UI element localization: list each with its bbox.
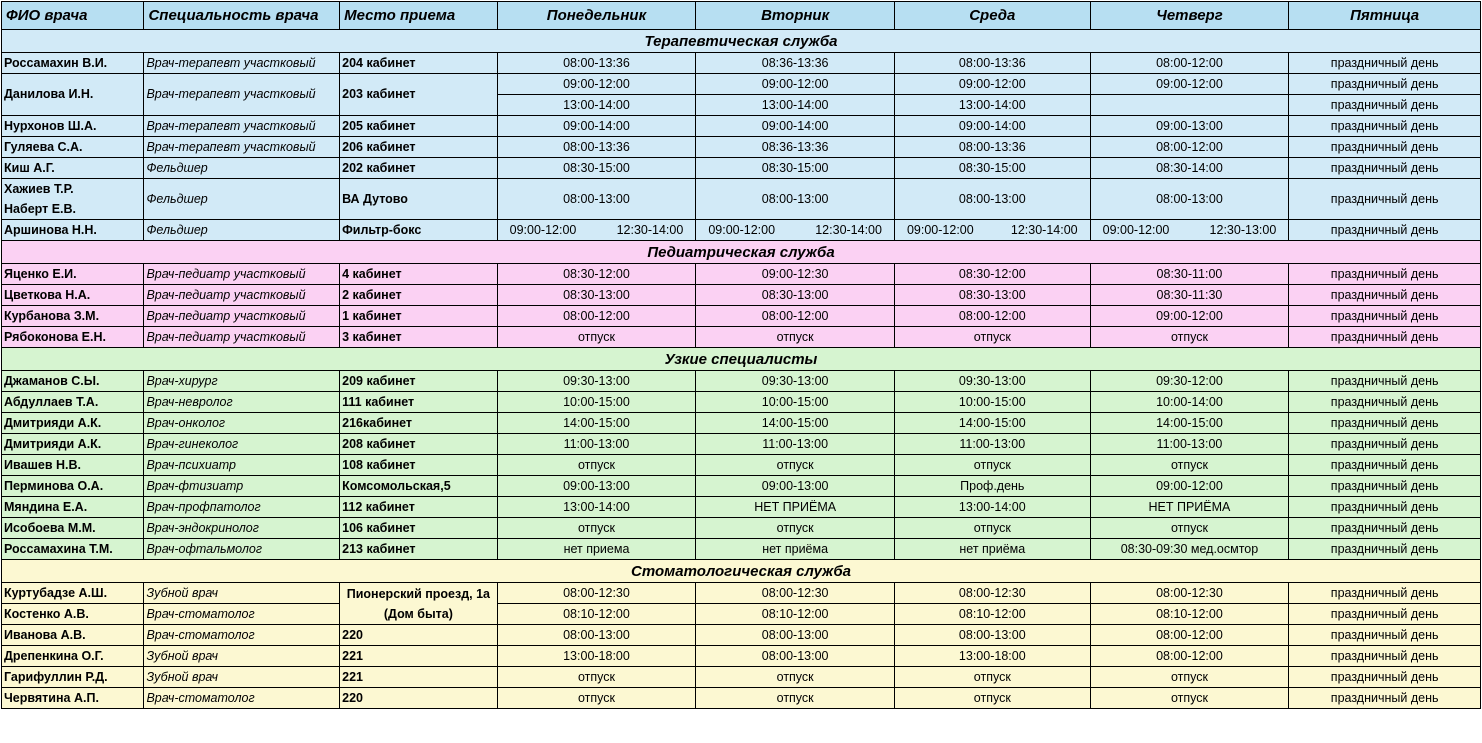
tuesday-cell: 08:30-13:00 <box>696 285 895 306</box>
thursday-cell: 09:00-12:00 <box>1090 74 1289 95</box>
wednesday-cell: 09:00-12:00 <box>894 74 1090 95</box>
header-friday: Пятница <box>1289 2 1481 30</box>
wednesday-cell: 08:00-13:00 <box>894 179 1090 220</box>
friday-cell: праздничный день <box>1289 74 1481 95</box>
table-row <box>2 264 1481 285</box>
monday-cell: отпуск <box>497 327 696 348</box>
friday-cell: праздничный день <box>1289 604 1481 625</box>
monday-cell: 09:00-13:00 <box>497 476 696 497</box>
thursday-cell: отпуск <box>1090 688 1289 709</box>
time-slot: 09:00-12:00 <box>708 222 776 237</box>
header-wednesday: Среда <box>894 2 1090 30</box>
time-slot: 09:00-12:00 <box>1102 222 1170 237</box>
tuesday-cell: отпуск <box>696 518 895 539</box>
wednesday-cell: 09:30-13:00 <box>894 371 1090 392</box>
monday-cell: 08:30-13:00 <box>497 285 696 306</box>
doctor-place: 205 кабинет <box>340 116 498 137</box>
doctor-specialty: Врач-фтизиатр <box>144 476 340 497</box>
wednesday-cell: 08:00-12:30 <box>894 583 1090 604</box>
thursday-cell: 08:30-09:30 мед.осмтор <box>1090 539 1289 560</box>
doctor-name: Червятина А.П. <box>2 688 144 709</box>
time-slot: 12:30-14:00 <box>815 222 882 237</box>
doctor-name: Костенко А.В. <box>2 604 144 625</box>
doctor-place: 111 кабинет <box>340 392 498 413</box>
doctor-name: Цветкова Н.А. <box>2 285 144 306</box>
tuesday-cell: 08:36-13:36 <box>696 137 895 158</box>
wednesday-cell: отпуск <box>894 455 1090 476</box>
friday-cell: праздничный день <box>1289 264 1481 285</box>
tuesday-cell: 09:00-13:00 <box>696 476 895 497</box>
section-title-specialists: Узкие специалисты <box>2 348 1481 371</box>
wednesday-cell: 08:00-12:00 <box>894 306 1090 327</box>
monday-cell: 10:00-15:00 <box>497 392 696 413</box>
doctor-place: Комсомольская,5 <box>340 476 498 497</box>
tuesday-cell: 09:00-12:30 <box>696 264 895 285</box>
thursday-cell: 08:00-12:00 <box>1090 137 1289 158</box>
monday-cell: отпуск <box>497 667 696 688</box>
doctor-place: 206 кабинет <box>340 137 498 158</box>
table-row <box>2 625 1481 646</box>
tuesday-cell: 09:00-12:00 <box>696 74 895 95</box>
tuesday-cell: 09:30-13:00 <box>696 371 895 392</box>
friday-cell: праздничный день <box>1289 539 1481 560</box>
table-row <box>2 74 1481 95</box>
doctor-place: 4 кабинет <box>340 264 498 285</box>
monday-cell: 14:00-15:00 <box>497 413 696 434</box>
doctor-specialty: Врач-терапевт участковый <box>144 116 340 137</box>
doctor-name: Аршинова Н.Н. <box>2 220 144 241</box>
doctor-name-first: Хажиев Т.Р. <box>4 182 74 196</box>
doctor-name: Дрепенкина О.Г. <box>2 646 144 667</box>
friday-cell: праздничный день <box>1289 688 1481 709</box>
section-row <box>2 30 1481 53</box>
wednesday-cell: 08:30-12:00 <box>894 264 1090 285</box>
friday-cell: праздничный день <box>1289 158 1481 179</box>
friday-cell: праздничный день <box>1289 53 1481 74</box>
doctor-specialty: Врач-эндокринолог <box>144 518 340 539</box>
doctor-name: Иванова А.В. <box>2 625 144 646</box>
doctor-place: 3 кабинет <box>340 327 498 348</box>
doctor-name: Нурхонов Ш.А. <box>2 116 144 137</box>
monday-cell: 08:00-13:00 <box>497 625 696 646</box>
doctor-specialty: Врач-невролог <box>144 392 340 413</box>
table-row <box>2 53 1481 74</box>
doctor-name: Киш А.Г. <box>2 158 144 179</box>
doctor-name: Яценко Е.И. <box>2 264 144 285</box>
wednesday-cell: отпуск <box>894 327 1090 348</box>
thursday-cell: 08:30-14:00 <box>1090 158 1289 179</box>
place-line-1: Пионерский проезд, 1а <box>346 586 491 601</box>
table-row <box>2 688 1481 709</box>
header-row <box>2 2 1481 30</box>
time-slot: 09:00-12:00 <box>509 222 577 237</box>
wednesday-cell: отпуск <box>894 688 1090 709</box>
table-row <box>2 434 1481 455</box>
table-row <box>2 327 1481 348</box>
doctor-place: 1 кабинет <box>340 306 498 327</box>
section-row <box>2 348 1481 371</box>
friday-cell: праздничный день <box>1289 306 1481 327</box>
doctor-specialty: Врач-терапевт участковый <box>144 53 340 74</box>
doctor-specialty: Врач-стоматолог <box>144 688 340 709</box>
thursday-cell: 08:00-12:00 <box>1090 53 1289 74</box>
doctor-place: 213 кабинет <box>340 539 498 560</box>
header-doctor-name: ФИО врача <box>2 2 144 30</box>
monday-cell: 13:00-14:00 <box>497 497 696 518</box>
doctor-name: Мяндина Е.А. <box>2 497 144 518</box>
doctor-specialty: Врач-офтальмолог <box>144 539 340 560</box>
time-slot: 12:30-14:00 <box>616 222 684 237</box>
tuesday-cell: 09:00-14:00 <box>696 116 895 137</box>
friday-cell: праздничный день <box>1289 646 1481 667</box>
header-monday: Понедельник <box>497 2 696 30</box>
tuesday-cell: отпуск <box>696 667 895 688</box>
doctor-place <box>340 583 498 625</box>
tuesday-cell: 08:00-12:30 <box>696 583 895 604</box>
tuesday-cell: отпуск <box>696 455 895 476</box>
friday-cell: праздничный день <box>1289 434 1481 455</box>
friday-cell: праздничный день <box>1289 392 1481 413</box>
thursday-cell: 08:00-12:00 <box>1090 646 1289 667</box>
wednesday-cell: 08:00-13:36 <box>894 137 1090 158</box>
schedule-table <box>1 1 1481 709</box>
table-row <box>2 285 1481 306</box>
doctor-name: Абдуллаев Т.А. <box>2 392 144 413</box>
doctor-specialty: Врач-профпатолог <box>144 497 340 518</box>
table-row <box>2 604 1481 625</box>
thursday-cell: 09:00-12:00 <box>1090 306 1289 327</box>
doctor-name: Ивашев Н.В. <box>2 455 144 476</box>
doctor-specialty: Врач-педиатр участковый <box>144 327 340 348</box>
wednesday-cell: 14:00-15:00 <box>894 413 1090 434</box>
wednesday-cell: 08:30-13:00 <box>894 285 1090 306</box>
place-line-2: (Дом быта) <box>383 606 453 621</box>
doctor-place: 204 кабинет <box>340 53 498 74</box>
doctor-name-second: Наберт Е.В. <box>4 202 77 216</box>
tuesday-cell: 11:00-13:00 <box>696 434 895 455</box>
wednesday-cell: 13:00-14:00 <box>894 95 1090 116</box>
friday-cell: праздничный день <box>1289 116 1481 137</box>
tuesday-cell: 08:00-13:00 <box>696 625 895 646</box>
friday-cell: праздничный день <box>1289 476 1481 497</box>
wednesday-cell: 08:00-13:00 <box>894 625 1090 646</box>
thursday-cell: 09:00-13:00 <box>1090 116 1289 137</box>
thursday-cell: 11:00-13:00 <box>1090 434 1289 455</box>
doctor-specialty: Врач-педиатр участковый <box>144 285 340 306</box>
monday-cell: отпуск <box>497 688 696 709</box>
doctor-place: 108 кабинет <box>340 455 498 476</box>
doctor-name: Джаманов С.Ы. <box>2 371 144 392</box>
doctor-place: 203 кабинет <box>340 74 498 116</box>
friday-cell: праздничный день <box>1289 371 1481 392</box>
header-thursday: Четверг <box>1090 2 1289 30</box>
doctor-name: Гарифуллин Р.Д. <box>2 667 144 688</box>
doctor-specialty: Врач-стоматолог <box>144 625 340 646</box>
table-row <box>2 518 1481 539</box>
doctor-place: 202 кабинет <box>340 158 498 179</box>
monday-cell: 08:00-13:36 <box>497 137 696 158</box>
monday-cell: 13:00-18:00 <box>497 646 696 667</box>
wednesday-cell: 13:00-18:00 <box>894 646 1090 667</box>
doctor-specialty: Зубной врач <box>144 583 340 604</box>
header-specialty: Специальность врача <box>144 2 340 30</box>
doctor-name: Курбанова З.М. <box>2 306 144 327</box>
monday-cell: 08:30-15:00 <box>497 158 696 179</box>
thursday-cell: 08:30-11:30 <box>1090 285 1289 306</box>
table-row <box>2 158 1481 179</box>
table-row <box>2 220 1481 241</box>
table-row <box>2 539 1481 560</box>
thursday-cell: отпуск <box>1090 518 1289 539</box>
doctor-specialty: Врач-стоматолог <box>144 604 340 625</box>
section-title-pediatric: Педиатрическая служба <box>2 241 1481 264</box>
doctor-specialty: Врач-хирург <box>144 371 340 392</box>
wednesday-cell: Проф.день <box>894 476 1090 497</box>
monday-cell: 09:00-12:00 <box>497 74 696 95</box>
table-row <box>2 497 1481 518</box>
tuesday-cell: 08:00-12:00 <box>696 306 895 327</box>
doctor-place: 221 <box>340 646 498 667</box>
doctor-place: 216кабинет <box>340 413 498 434</box>
doctor-place: 221 <box>340 667 498 688</box>
doctor-name: Исобоева М.М. <box>2 518 144 539</box>
monday-cell: 08:00-13:00 <box>497 179 696 220</box>
tuesday-cell: 08:36-13:36 <box>696 53 895 74</box>
wednesday-cell: 09:00-14:00 <box>894 116 1090 137</box>
tuesday-cell: отпуск <box>696 327 895 348</box>
friday-cell: праздничный день <box>1289 137 1481 158</box>
table-row <box>2 455 1481 476</box>
wednesday-cell <box>894 220 1090 241</box>
friday-cell: праздничный день <box>1289 285 1481 306</box>
monday-cell: 09:30-13:00 <box>497 371 696 392</box>
thursday-cell: 08:00-12:00 <box>1090 625 1289 646</box>
thursday-cell: 08:10-12:00 <box>1090 604 1289 625</box>
section-title-therapy: Терапевтическая служба <box>2 30 1481 53</box>
doctor-place: ВА Дутово <box>340 179 498 220</box>
table-row <box>2 646 1481 667</box>
doctor-specialty: Врач-терапевт участковый <box>144 74 340 116</box>
monday-cell: 08:30-12:00 <box>497 264 696 285</box>
wednesday-cell: 08:10-12:00 <box>894 604 1090 625</box>
doctor-name: Перминова О.А. <box>2 476 144 497</box>
doctor-place: 209 кабинет <box>340 371 498 392</box>
thursday-cell: 10:00-14:00 <box>1090 392 1289 413</box>
thursday-cell: 08:30-11:00 <box>1090 264 1289 285</box>
doctor-name <box>2 179 144 220</box>
thursday-cell: 08:00-13:00 <box>1090 179 1289 220</box>
wednesday-cell: 11:00-13:00 <box>894 434 1090 455</box>
monday-cell: отпуск <box>497 455 696 476</box>
doctor-specialty: Фельдшер <box>144 158 340 179</box>
monday-cell: отпуск <box>497 518 696 539</box>
thursday-cell: отпуск <box>1090 455 1289 476</box>
friday-cell: праздничный день <box>1289 220 1481 241</box>
time-slot: 12:30-14:00 <box>1010 222 1078 237</box>
doctor-name: Куртубадзе А.Ш. <box>2 583 144 604</box>
section-title-dental: Стоматологическая служба <box>2 560 1481 583</box>
tuesday-cell: 08:30-15:00 <box>696 158 895 179</box>
tuesday-cell: 08:10-12:00 <box>696 604 895 625</box>
monday-cell: 13:00-14:00 <box>497 95 696 116</box>
doctor-place: 208 кабинет <box>340 434 498 455</box>
tuesday-cell: 08:00-13:00 <box>696 646 895 667</box>
doctor-specialty: Фельдшер <box>144 220 340 241</box>
thursday-cell: 08:00-12:30 <box>1090 583 1289 604</box>
monday-cell: нет приема <box>497 539 696 560</box>
doctor-place: 220 <box>340 688 498 709</box>
tuesday-cell: 13:00-14:00 <box>696 95 895 116</box>
thursday-cell: отпуск <box>1090 327 1289 348</box>
friday-cell: праздничный день <box>1289 497 1481 518</box>
header-place: Место приема <box>340 2 498 30</box>
header-tuesday: Вторник <box>696 2 895 30</box>
friday-cell: праздничный день <box>1289 95 1481 116</box>
wednesday-cell: отпуск <box>894 518 1090 539</box>
wednesday-cell: 10:00-15:00 <box>894 392 1090 413</box>
doctor-specialty: Врач-психиатр <box>144 455 340 476</box>
doctor-specialty: Зубной врач <box>144 667 340 688</box>
tuesday-cell: нет приёма <box>696 539 895 560</box>
doctor-place: 112 кабинет <box>340 497 498 518</box>
doctor-specialty: Врач-терапевт участковый <box>144 137 340 158</box>
monday-cell: 08:00-13:36 <box>497 53 696 74</box>
doctor-name: Дмитрияди А.К. <box>2 434 144 455</box>
table-row <box>2 583 1481 604</box>
doctor-specialty: Фельдшер <box>144 179 340 220</box>
friday-cell: праздничный день <box>1289 667 1481 688</box>
monday-cell <box>497 220 696 241</box>
wednesday-cell: нет приёма <box>894 539 1090 560</box>
table-row <box>2 476 1481 497</box>
thursday-cell: 09:00-12:00 <box>1090 476 1289 497</box>
table-row <box>2 667 1481 688</box>
wednesday-cell: 13:00-14:00 <box>894 497 1090 518</box>
friday-cell: праздничный день <box>1289 179 1481 220</box>
section-row <box>2 241 1481 264</box>
thursday-cell: 14:00-15:00 <box>1090 413 1289 434</box>
wednesday-cell: 08:00-13:36 <box>894 53 1090 74</box>
doctor-name: Россамахин В.И. <box>2 53 144 74</box>
tuesday-cell: 10:00-15:00 <box>696 392 895 413</box>
section-row <box>2 560 1481 583</box>
table-row <box>2 413 1481 434</box>
doctor-name: Данилова И.Н. <box>2 74 144 116</box>
doctor-name: Рябоконова Е.Н. <box>2 327 144 348</box>
thursday-cell: 09:30-12:00 <box>1090 371 1289 392</box>
table-row <box>2 137 1481 158</box>
wednesday-cell: отпуск <box>894 667 1090 688</box>
monday-cell: 08:00-12:00 <box>497 306 696 327</box>
monday-cell: 11:00-13:00 <box>497 434 696 455</box>
monday-cell: 08:10-12:00 <box>497 604 696 625</box>
doctor-name: Гуляева С.А. <box>2 137 144 158</box>
time-slot: 09:00-12:00 <box>906 222 974 237</box>
table-row <box>2 392 1481 413</box>
doctor-place: 2 кабинет <box>340 285 498 306</box>
table-row <box>2 116 1481 137</box>
tuesday-cell <box>696 220 895 241</box>
tuesday-cell: НЕТ ПРИЁМА <box>696 497 895 518</box>
friday-cell: праздничный день <box>1289 413 1481 434</box>
time-slot: 12:30-13:00 <box>1209 222 1277 237</box>
thursday-cell: отпуск <box>1090 667 1289 688</box>
doctor-name: Дмитрияди А.К. <box>2 413 144 434</box>
friday-cell: праздничный день <box>1289 625 1481 646</box>
thursday-cell: НЕТ ПРИЁМА <box>1090 497 1289 518</box>
thursday-cell <box>1090 220 1289 241</box>
monday-cell: 09:00-14:00 <box>497 116 696 137</box>
tuesday-cell: 08:00-13:00 <box>696 179 895 220</box>
doctor-specialty: Врач-педиатр участковый <box>144 264 340 285</box>
doctor-specialty: Врач-педиатр участковый <box>144 306 340 327</box>
wednesday-cell: 08:30-15:00 <box>894 158 1090 179</box>
doctor-specialty: Зубной врач <box>144 646 340 667</box>
table-row <box>2 306 1481 327</box>
doctor-name: Россамахина Т.М. <box>2 539 144 560</box>
doctor-place: 106 кабинет <box>340 518 498 539</box>
monday-cell: 08:00-12:30 <box>497 583 696 604</box>
doctor-specialty: Врач-онколог <box>144 413 340 434</box>
thursday-cell <box>1090 95 1289 116</box>
friday-cell: праздничный день <box>1289 583 1481 604</box>
tuesday-cell: отпуск <box>696 688 895 709</box>
table-row <box>2 371 1481 392</box>
doctor-specialty: Врач-гинеколог <box>144 434 340 455</box>
doctor-place: Фильтр-бокс <box>340 220 498 241</box>
doctor-place: 220 <box>340 625 498 646</box>
friday-cell: праздничный день <box>1289 518 1481 539</box>
friday-cell: праздничный день <box>1289 327 1481 348</box>
table-row <box>2 179 1481 220</box>
friday-cell: праздничный день <box>1289 455 1481 476</box>
tuesday-cell: 14:00-15:00 <box>696 413 895 434</box>
